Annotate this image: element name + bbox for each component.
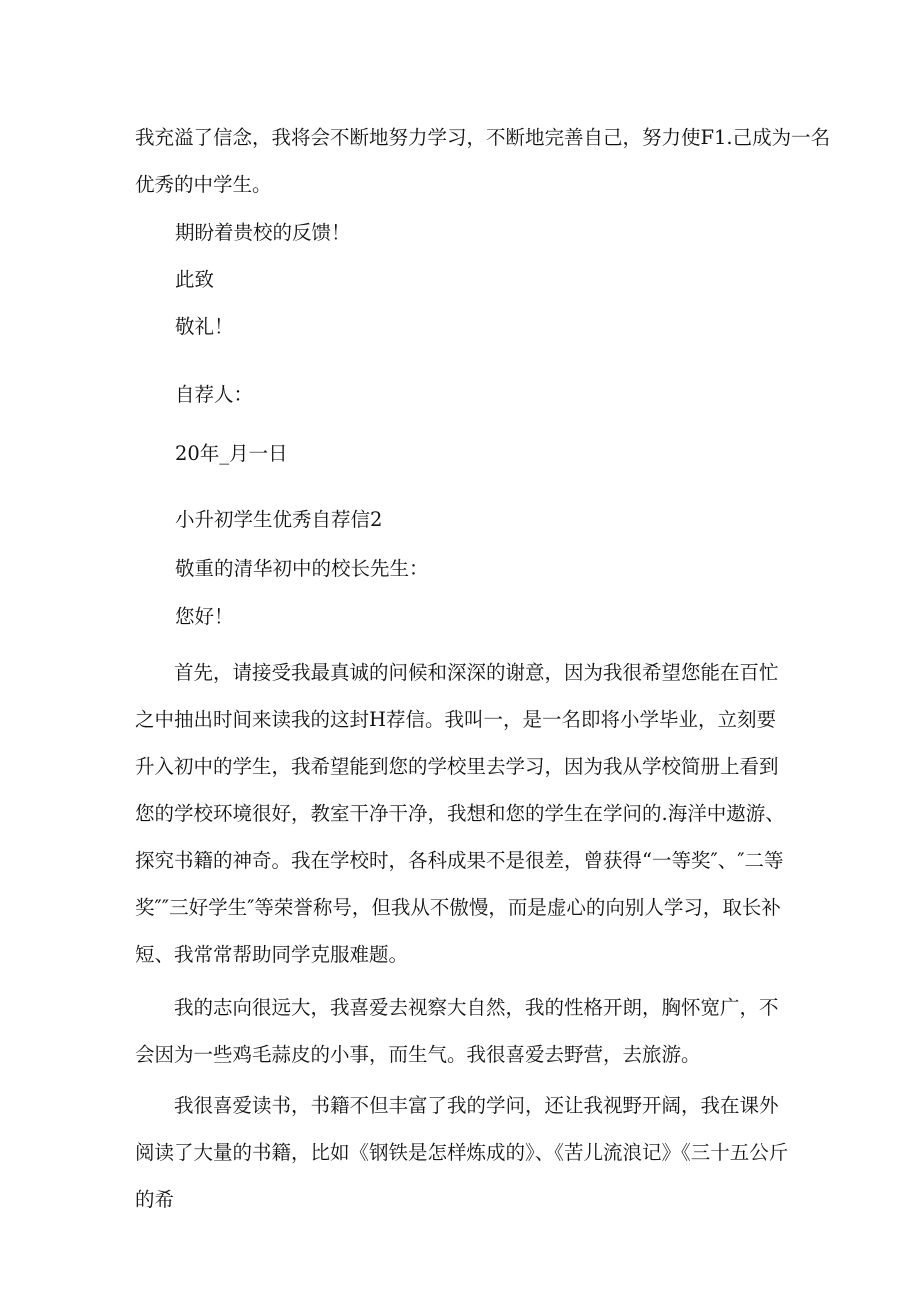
greeting-line: 您好！: [175, 605, 234, 628]
body-paragraph-3: 我很喜爱读书，书籍不但丰富了我的学问，还让我视野开阔，我在课外阅读了大量的书籍，比如《钢铁是怎样炼成的》、《苦儿流浪记》《三十五公斤的希: [135, 1094, 789, 1211]
body-paragraph-1: 首先，请接受我最真诚的问候和深深的谢意，因为我很希望您能在百忙之中抽出时间来读我的这封H荐信。我叫一，是一名即将小学毕业，立刻要升入初中的学生，我希望能到您的学校里去学习，因为我从学校简册上看到您的学校环境很好，教室干净干净，我想和您的学生在学问的.海洋中遨游、探究书籍的神奇。我在学校时，各科成果不是很差，曾获得“一等奖″、″二等奖″″三好学生″等荣誉称号，但我从不傲慢，而是虚心的向别人学习，取长补短、我常常帮助同学克服难题。: [135, 661, 785, 966]
closing-line-1: 此致: [175, 268, 215, 291]
paragraph-line: 我充溢了信念，我将会不断地努力学习，不断地完善自己，努力使F1.己成为一名: [135, 126, 831, 149]
letter-title: 小升初学生优秀自荐信2: [175, 508, 383, 531]
signer-line: 自荐人：: [175, 383, 254, 406]
paragraph-line: 优秀的中学生。: [135, 173, 272, 196]
salutation-line: 敬重的清华初中的校长先生：: [175, 557, 429, 580]
body-paragraph-2: 我的志向很远大，我喜爱去视察大自然，我的性格开朗，胸怀宽广，不会因为一些鸡毛蒜皮的小事，而生气。我很喜爱去野营，去旅游。: [135, 996, 779, 1066]
expect-feedback-line: 期盼着贵校的反馈！: [175, 221, 351, 244]
closing-line-2: 敬礼！: [175, 315, 234, 338]
date-line: 20年_月一日: [175, 442, 288, 465]
